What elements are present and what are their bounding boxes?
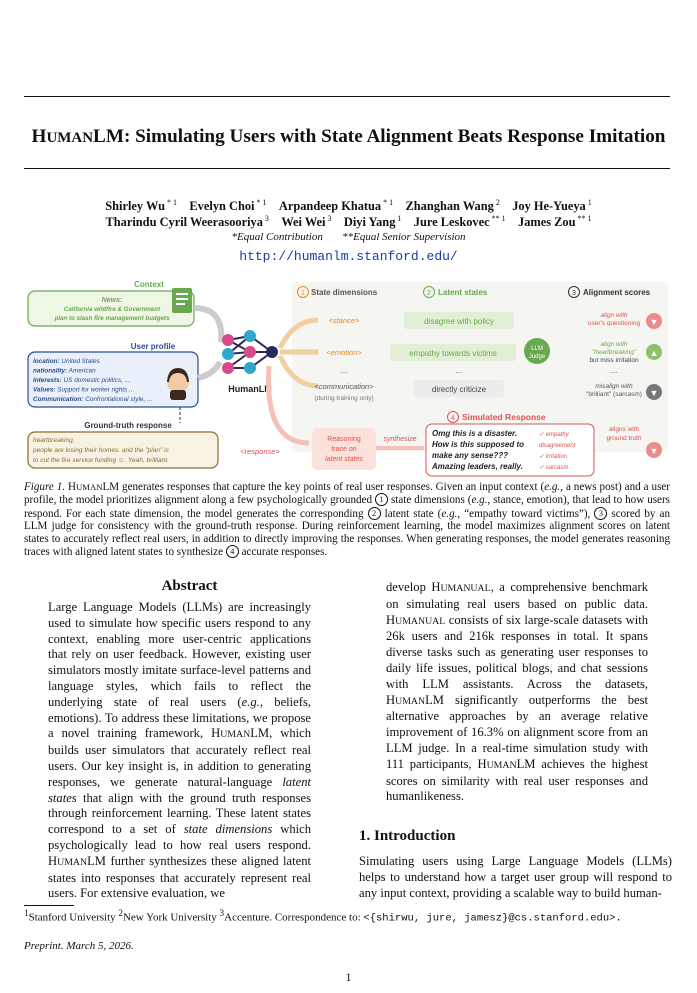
reason-l2: trace on (331, 446, 357, 453)
author-list-line2 (0, 214, 697, 230)
author-name: Joy He-Yueya (512, 199, 586, 214)
top-rule (24, 96, 670, 97)
author-affiliation-mark: 1 (585, 198, 592, 207)
reason-l3: latent states (325, 456, 363, 463)
author-affiliation-mark: 1 (395, 214, 402, 223)
dim-emotion: <emotion> (326, 348, 362, 357)
profile-field: Interests: US domestic politics, ... (33, 377, 130, 384)
dim-communication: <communication> (314, 382, 374, 391)
author-name: Evelyn Choi (189, 199, 255, 214)
author-list-line1 (0, 198, 697, 214)
news-line1: California wildfire & Government (63, 306, 161, 313)
author-name: Zhanghan Wang (405, 199, 494, 214)
latent-states-header: Latent states (438, 288, 488, 297)
preprint-date: Preprint. March 5, 2026. (24, 940, 134, 952)
news-title: News: (101, 297, 123, 304)
author-affiliation-mark: * 1 (254, 198, 267, 207)
judge-l2: Judge (528, 354, 546, 360)
context-arrow (194, 308, 221, 342)
profile-field: nationality: American (33, 367, 96, 375)
author-affiliation-mark: ** 1 (575, 214, 592, 223)
project-url-link[interactable]: http://humanlm.stanford.edu/ (239, 249, 458, 264)
sim-response-tag: ✓ irritation (539, 454, 568, 460)
gt-align-b: ground truth (606, 435, 642, 442)
svg-text:▲: ▲ (649, 348, 659, 358)
svg-text:▼: ▼ (649, 317, 659, 327)
sim-response-header: Simulated Response (462, 412, 546, 422)
author-name: Jure Leskovec (413, 215, 490, 230)
author-affiliation-mark: 2 (493, 198, 500, 207)
sim-response-line: Amazing leaders, really. (432, 462, 523, 471)
author-affiliation-mark: * 1 (381, 198, 394, 207)
abstract-continuation: develop HUMANUAL, a comprehensive benchmark on simulating real users based on public data. HUMANUAL consists of six large-scale datasets with 26k users and 216k responses in total. It spans diverse tasks such as generating user responses to daily life issues, political blogs, and chat sessions with LLM assistants. Across the datasets, HUMANLM significantly outperforms the best alternative approaches by an average relative improvement of 16.3% on alignment score from an LLM judge. In a real-time simulation study with 111 participants, HUMANLM achieves the highest scores on similarity with real user responses and humanlikeness. (386, 580, 648, 804)
latent-emotion: empathy towards victims (409, 349, 497, 358)
state-dims-header: State dimensions (311, 288, 378, 297)
author-affiliation-mark: 3 (325, 214, 332, 223)
latent-dots: ... (455, 366, 463, 375)
score3-b: "brilliant" (sarcasm) (586, 391, 642, 398)
dim-dots: ... (340, 366, 348, 375)
state-dims-num: 1 (301, 290, 305, 297)
svg-text:▼: ▼ (649, 446, 659, 456)
sim-response-line: Omg this is a disaster. (432, 429, 517, 438)
alignment-scores-header: Alignment scores (583, 288, 651, 297)
title-rule (24, 168, 670, 169)
affiliation-footnote: $^1$Stanford University $^2$New York University $^3$Accenture. Correspondence to: <{shirwu, jure, jamesz}@cs.stanford.edu>. (24, 908, 622, 925)
profile-field: Values: Support for worker rights ... (33, 386, 135, 394)
svg-text:▼: ▼ (649, 388, 659, 398)
score1-a: align with (600, 312, 628, 319)
score2-c: but miss irritation (589, 357, 639, 364)
latent-stance: disagree with policy (424, 317, 494, 326)
score-dots: ... (610, 366, 618, 375)
author-name: Diyi Yang (343, 215, 396, 230)
author-affiliation-mark: 3 (262, 214, 269, 223)
author-affiliation-mark: * 1 (165, 198, 178, 207)
sim-num: 4 (451, 415, 455, 422)
score2-b: "heartbreaking" (591, 349, 637, 356)
sim-response-tag: disagreement (539, 443, 576, 449)
introduction-body: Simulating users using Large Language Models (LLMs) helps to understand how a target user group will respond to any input context, providing a scalable way to build human- (359, 854, 672, 900)
ground-truth-line2: people are losing their homes. and the "plan" is (33, 447, 169, 454)
alignment-scores-num: 3 (572, 290, 576, 297)
latent-states-num: 2 (427, 290, 431, 297)
contribution-note: *Equal Contribution **Equal Senior Supervision (231, 231, 466, 243)
author-affiliation-mark: ** 1 (489, 214, 506, 223)
humanlm-label: HumanLM (228, 384, 272, 394)
footnote-rule (24, 905, 74, 906)
dim-stance: <stance> (328, 316, 360, 325)
profile-field: location: United States (33, 358, 100, 365)
synthesize-label: synthesize (383, 436, 417, 443)
correspondence-email[interactable]: <{shirwu, jure, jamesz}@cs.stanford.edu>. (363, 912, 622, 925)
news-line2: plan to slash fire management budgets (54, 315, 170, 322)
figure-1-diagram (24, 278, 670, 478)
user-profile-label: User profile (130, 342, 176, 351)
sim-response-tag: ✓ sarcasm (539, 465, 569, 471)
document-icon (172, 288, 192, 313)
page-number: 1 (345, 970, 352, 984)
abstract-heading: Abstract (161, 578, 218, 594)
dim-training-note: (during training only) (314, 395, 374, 402)
ground-truth-line1: heartbreaking, (33, 437, 75, 444)
dim-response: <response> (240, 447, 280, 456)
sim-response-line: How is this supposed to (432, 440, 525, 449)
judge-l1: LLM (531, 346, 543, 352)
figure-caption: Figure 1. HUMANLM generates responses that capture the key points of real user responses. Given an input context (e.g., a news post) and a user profile, the model prioritizes alignment along a few psychologically grounded 1 state dimensions (e.g., stance, emotion), that lead to how users respond. For each state dimension, the model generates the corresponding 2 latent state (e.g., “empathy toward victims”), 3 scored by an LLM judge for consistency with the ground-truth response. During reinforcement learning, the model maximizes alignment scores on latent states to accurately reflect real users, in addition to directly improving the responses. When generating responses, the model generates reasoning traces with aligned latent states to synthesize 4 accurate responses. (24, 481, 670, 559)
author-name: Shirley Wu (105, 199, 166, 214)
sim-response-tag: ✓ empathy (539, 432, 569, 438)
context-label: Context (134, 280, 164, 289)
introduction-heading: 1. Introduction (359, 828, 456, 844)
sim-response-line: make any sense??? (432, 451, 509, 460)
profile-field: Communication: Confrontational style, ... (33, 396, 153, 403)
reason-l1: Reasoning (327, 436, 361, 443)
author-name: Wei Wei (281, 215, 326, 230)
profile-arrow (198, 362, 220, 378)
user-avatar-icon (167, 368, 189, 400)
abstract-body: Large Language Models (LLMs) are increasingly used to simulate how specific users respond to any context, enabling more user-centric applications that rely on user feedback. However, existing user simulators mostly imitate surface-level patterns and language styles, which fails to reflect the underlying state of real users (e.g., beliefs, emotions). To address these limitations, we propose a novel training framework, HUMANLM, which builds user simulators that accurately reflect real users. Our key insight is, in addition to generating responses, we generate natural-language latent states that align with the ground truth responses through reinforcement learning. These latent states correspond to a set of state dimensions which psychologically lead to how real users respond. HUMANLM further synthesizes these aligned latent states into responses that accurately represent real users. For extensive evaluation, we (48, 600, 312, 901)
gt-align-a: aligns with (608, 426, 640, 433)
paper-title: HUMANLM: Simulating Users with State Alignment Beats Response Imitation (31, 126, 666, 147)
score1-b: user's questioning (587, 320, 641, 327)
author-name: James Zou (518, 215, 576, 230)
author-name: Tharindu Cyril Weerasooriya (105, 215, 263, 230)
ground-truth-line3: to cut the fire service funding ☺. Yeah, brilliant. (33, 457, 169, 464)
score2-a: align with (600, 341, 628, 348)
ground-truth-label: Ground-truth response (84, 421, 172, 430)
latent-comm: directly criticize (431, 385, 487, 394)
author-name: Arpandeep Khatua (278, 199, 382, 214)
score3-a: misalign with (595, 383, 633, 390)
